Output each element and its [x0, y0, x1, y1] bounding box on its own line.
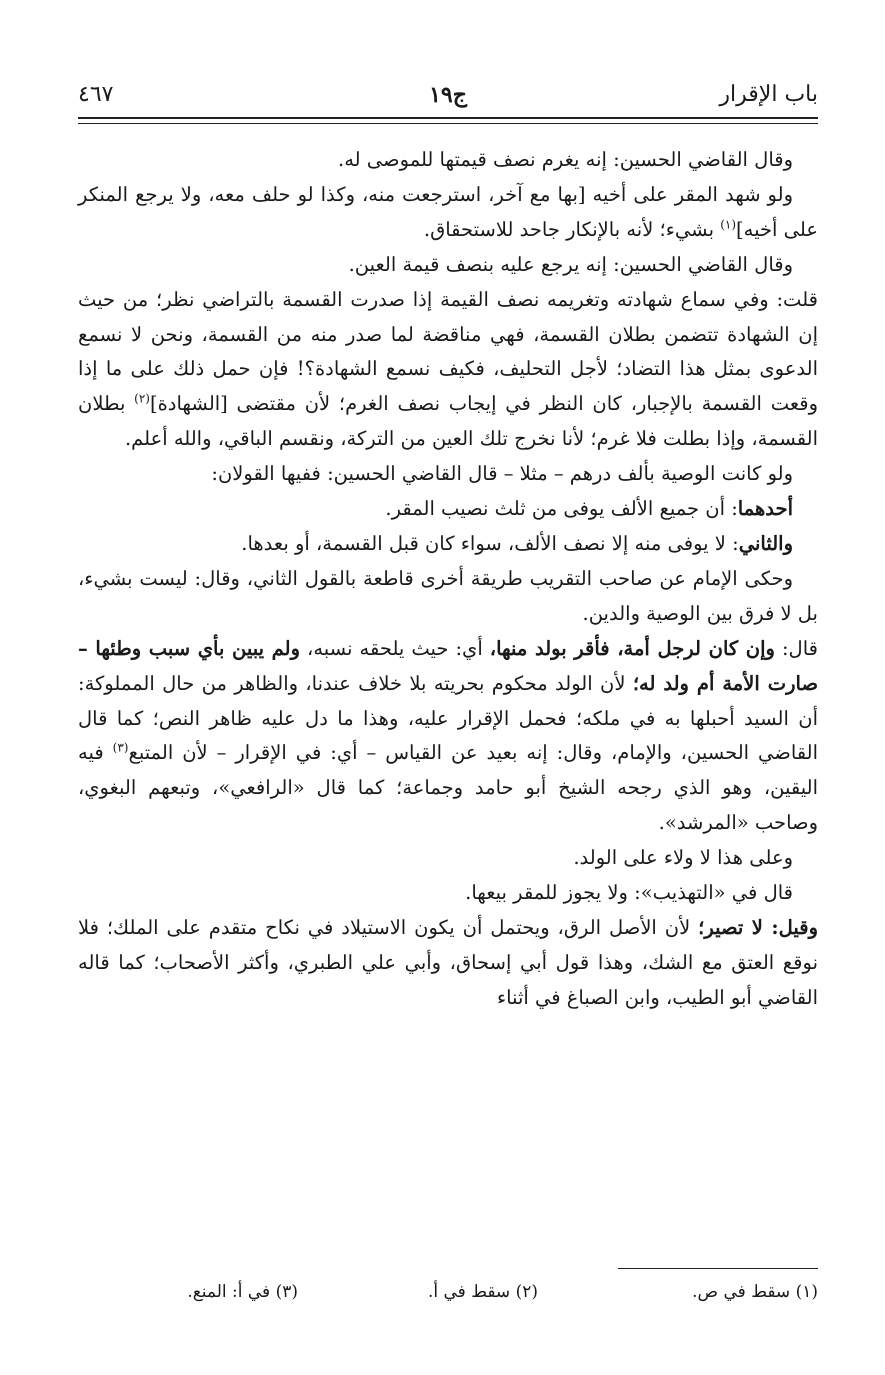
bold-text: وقيل: لا تصير؛: [698, 915, 819, 939]
footnote-ref[interactable]: (٣): [112, 740, 129, 755]
page-number: ٤٦٧: [78, 82, 114, 107]
footnote-3: (٣) في أ: المنع.: [187, 1282, 298, 1302]
paragraph: والثاني: لا يوفى منه إلا نصف الألف، سواء كان قبل القسمة، أو بعدها.: [241, 531, 793, 555]
paragraph: وقيل: لا تصير؛ لأن الأصل الرق، ويحتمل أن يكون الاستيلاد في نكاح متقدم على الملك؛ فلا نوقع العتق مع الشك، وهذا قول أبي إسحاق، وأبي علي الطبري، وأكثر الأصحاب؛ كما قاله القاضي أبو الطيب، وابن الصباغ في أثناء: [78, 915, 819, 1009]
footnotes: [78, 1282, 818, 1312]
footnote-ref[interactable]: (٢): [134, 391, 150, 406]
page-header: [78, 78, 818, 118]
header-rule-thin: [78, 123, 818, 124]
paragraph: ولو كانت الوصية بألف درهم – مثلا – قال القاضي الحسين: ففيها القولان:: [211, 462, 793, 486]
paragraph: وقال القاضي الحسين: إنه يغرم نصف قيمتها للموصى له.: [338, 148, 793, 171]
bold-text: ولم يبين بأي سبب وطئها – صارت الأمة أم ولد له؛: [78, 636, 818, 695]
paragraph: أحدهما: أن جميع الألف يوفى من ثلث نصيب المقر.: [385, 497, 793, 521]
paragraph: وعلى هذا لا ولاء على الولد.: [573, 846, 793, 870]
paragraph: ولو شهد المقر على أخيه [بها مع آخر، استرجعت منه، وكذا لو حلف معه، ولا يرجع المنكر على أخيه]$^{(١)}$ بشيء؛ لأنه بالإنكار جاحد للاستحقاق.: [78, 182, 818, 241]
bold-text: وإن كان لرجل أمة، فأقر بولد منها،: [489, 636, 775, 660]
paragraph: قال: وإن كان لرجل أمة، فأقر بولد منها، أي: حيث يلحقه نسبه، ولم يبين بأي سبب وطئها – صارت الأمة أم ولد له؛ لأن الولد محكوم بحريته بلا خلاف عندنا، والظاهر من حال المملوكة: أن السيد أحبلها به في ملكه؛ فحمل الإقرار عليه، وهذا ما دل عليه ظاهر النص؛ كما قال القاضي الحسين، والإمام، وقال: إنه بعيد عن القياس – أي: في الإقرار – لأن المتبع$^{(٣)}$ فيه اليقين، وهو الذي رجحه الشيخ أبو حامد وجماعة؛ كما قال «الرافعي»، وتبعهم البغوي، وصاحب «المرشد».: [78, 636, 818, 835]
paragraph: قلت: وفي سماع شهادته وتغريمه نصف القيمة إذا صدرت القسمة بالتراضي نظر؛ من حيث إن الشهادة تتضمن بطلان القسمة، فهي مناقضة لما صدر منه من القسمة، ونحن لا نسمع الدعوى بمثل هذا التضاد؛ لأجل التحليف، فكيف نسمع الشهادة؟! فإن حمل ذلك على ما إذا وقعت القسمة بالإجبار، كان النظر في إيجاب نصف الغرم؛ لأن مقتضى [الشهادة]$^{(٢)}$ بطلان القسمة، وإذا بطلت فلا غرم؛ لأنا نخرج تلك العين من التركة، ونقسم الباقي، والله أعلم.: [78, 287, 818, 451]
bold-term: والثاني: [738, 531, 793, 555]
footnote-ref[interactable]: (١): [720, 217, 737, 232]
footnote-1: (١) سقط في ص.: [692, 1282, 818, 1302]
body-text: [78, 143, 818, 1016]
paragraph: وحكى الإمام عن صاحب التقريب طريقة أخرى قاطعة بالقول الثاني، وقال: ليست بشيء، بل لا فرق بين الوصية والدين.: [78, 566, 818, 625]
paragraph: قال في «التهذيب»: ولا يجوز للمقر بيعها.: [465, 881, 793, 905]
header-rule-thick: [78, 117, 818, 119]
footnote-2: (٢) سقط في أ.: [427, 1282, 538, 1302]
bold-term: أحدهما: [737, 497, 793, 521]
paragraph: وقال القاضي الحسين: إنه يرجع عليه بنصف قيمة العين.: [348, 252, 793, 276]
volume-number: ج١٩: [429, 82, 467, 108]
footnote-rule: [618, 1268, 818, 1269]
chapter-title: باب الإقرار: [719, 82, 818, 107]
